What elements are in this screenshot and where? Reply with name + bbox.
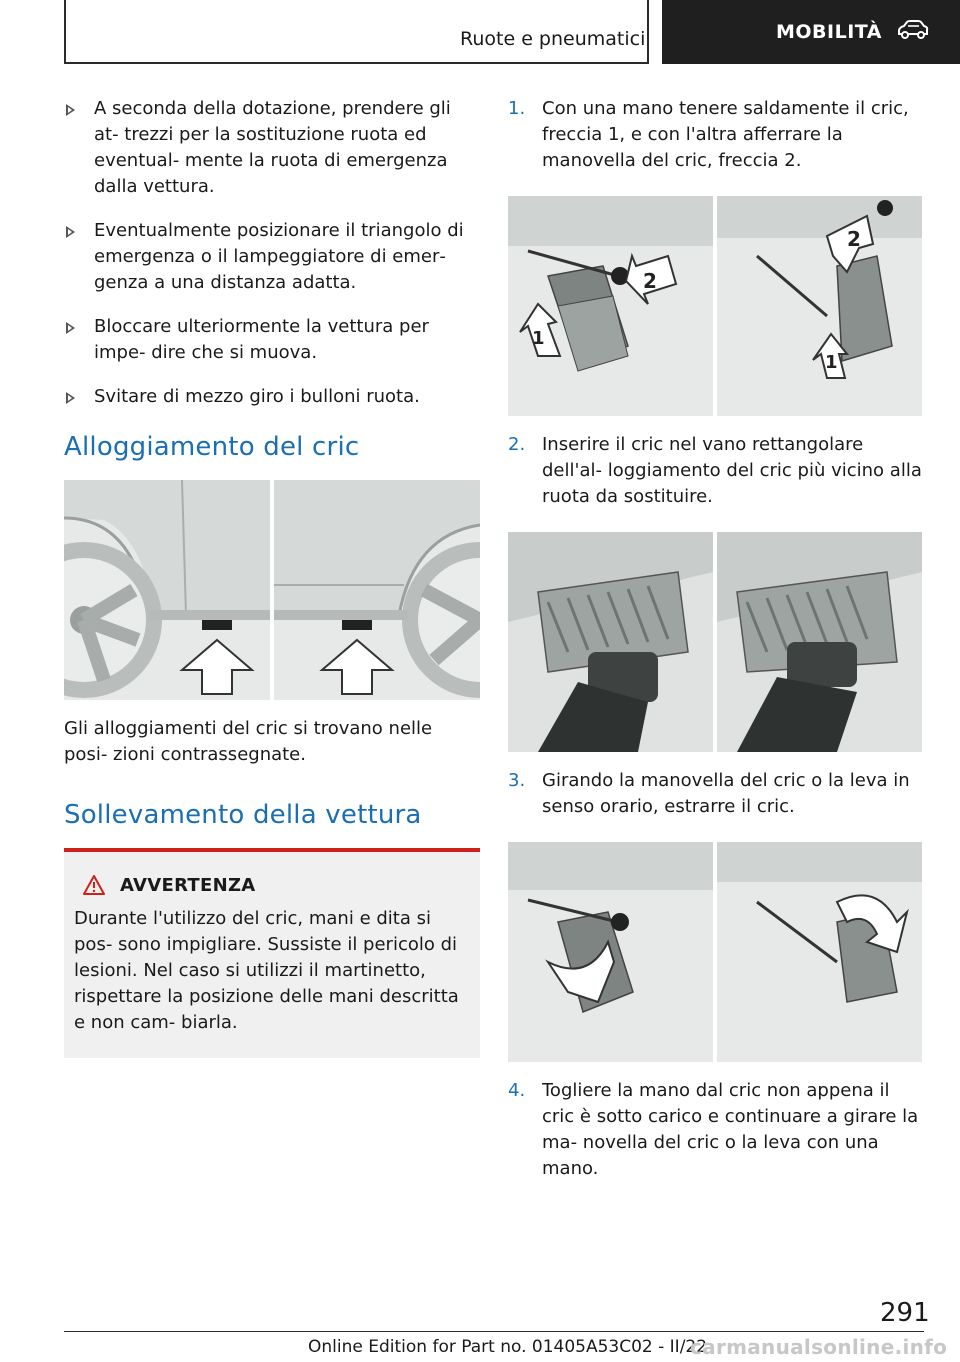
step-item: [508, 432, 922, 510]
page-number: 291: [880, 1298, 930, 1328]
warning-title: AVVERTENZA: [74, 874, 470, 896]
car-icon: [896, 20, 930, 44]
warning-box: [64, 848, 480, 1058]
step-text: Togliere la mano dal cric non appena il cric è sotto carico e continuare a girare la ma‐ novella del cric o la leva con una mano.: [542, 1080, 919, 1179]
jack-extract-illustration: [508, 842, 922, 1062]
section-heading-jack-points: Alloggiamento del cric: [64, 432, 360, 462]
illustration-pane-front: [274, 480, 480, 700]
arrow-label: 2: [847, 227, 861, 251]
header-chapter-title: MOBILITÀ: [776, 21, 882, 43]
triangle-bullet-icon: [66, 392, 75, 404]
warning-text: Durante l'utilizzo del cric, mani e dita si pos‐ sono impigliare. Sussiste il pericolo di lesioni. Nel caso si utilizzi il martinetto, rispettare la posizione delle mani descritta e non cam‐ biarla.: [74, 908, 459, 1033]
section-heading-lifting: Sollevamento della vettura: [64, 800, 422, 830]
footer-edition: Online Edition for Part no. 01405A53C02 - II/22: [308, 1337, 708, 1357]
triangle-bullet-icon: [66, 226, 75, 238]
arrow-label: 1: [532, 328, 545, 349]
step-number: 4.: [508, 1080, 526, 1101]
triangle-bullet-icon: [66, 104, 75, 116]
step-item: [508, 96, 922, 174]
list-item: Eventualmente posizionare il triangolo di emergenza o il lampeggiatore di emer‐ genza a una distanza adatta.: [64, 218, 480, 296]
left-column: [64, 96, 480, 1058]
step-text: Con una mano tenere saldamente il cric, freccia 1, e con l'altra afferrare la manovella del cric, freccia 2.: [542, 98, 909, 171]
jack-insertion-illustration: [508, 532, 922, 752]
figure-caption: Gli alloggiamenti del cric si trovano nelle posi‐ zioni contrassegnate.: [64, 718, 433, 765]
illustration-pane-rear: [64, 480, 270, 700]
header-section-title: Ruote e pneumatici: [460, 28, 646, 50]
illustration-pane-turn-crank: [508, 842, 713, 1062]
illustration-pane-jack-inserted: [717, 532, 922, 752]
arrow-label: 1: [825, 352, 838, 373]
arrow-label: 2: [643, 269, 657, 293]
footer-divider: [64, 1331, 924, 1332]
list-item: Bloccare ulteriormente la vettura per impe‐ dire che si muova.: [64, 314, 480, 366]
list-item: Svitare di mezzo giro i bulloni ruota.: [64, 384, 480, 410]
illustration-pane-hold-jack: [508, 196, 713, 416]
illustration-pane-crank-jack: [717, 196, 922, 416]
illustration-pane-turn-lever: [717, 842, 922, 1062]
watermark: carmanualsonline.info: [690, 1335, 948, 1359]
warning-triangle-icon: [82, 874, 106, 896]
step-item: [508, 768, 922, 820]
list-item: A seconda della dotazione, prendere gli at‐ trezzi per la sostituzione ruota ed eventual‐ mente la ruota di emergenza dalla vettura.: [64, 96, 480, 200]
triangle-bullet-icon: [66, 322, 75, 334]
step-text: Girando la manovella del cric o la leva in senso orario, estrarre il cric.: [542, 770, 910, 817]
jack-point-illustration: [64, 480, 480, 700]
step-item: [508, 1078, 922, 1182]
illustration-pane-jack-approach: [508, 532, 713, 752]
step-text: Inserire il cric nel vano rettangolare dell'al‐ loggiamento del cric più vicino alla ruota da sostituire.: [542, 434, 922, 507]
right-column: [508, 96, 922, 1204]
header-chapter-box: [662, 0, 960, 64]
jack-handling-illustration: [508, 196, 922, 416]
step-number: 3.: [508, 770, 526, 791]
step-number: 1.: [508, 98, 526, 119]
step-number: 2.: [508, 434, 526, 455]
